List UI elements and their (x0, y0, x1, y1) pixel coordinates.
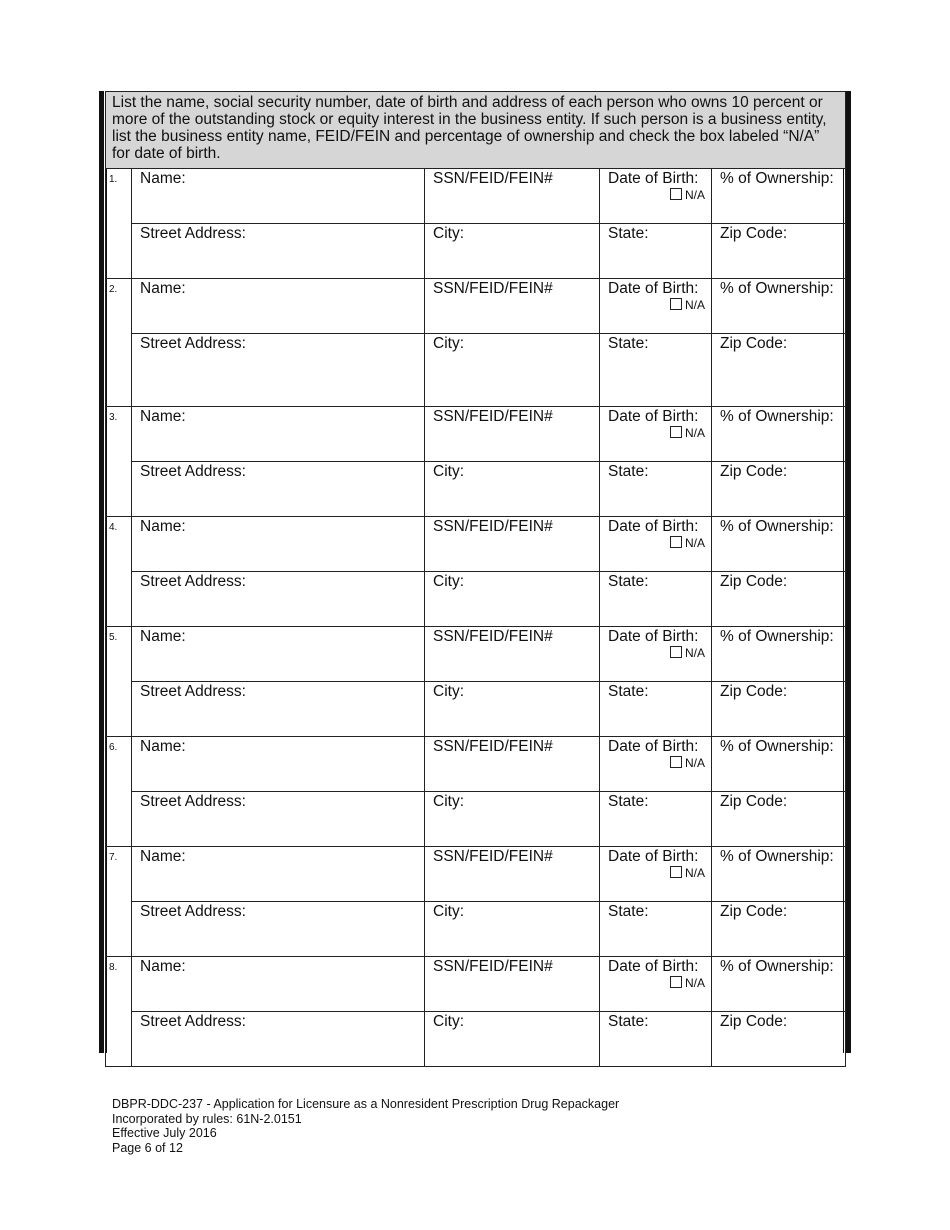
state-label: State: (608, 1013, 649, 1030)
ssn-field[interactable] (425, 407, 600, 462)
ownership-label: % of Ownership: (720, 738, 834, 755)
ownership-field[interactable] (712, 279, 846, 334)
address-row (106, 792, 846, 847)
ownership-field[interactable] (712, 627, 846, 682)
owner-row (106, 407, 846, 462)
dob-field[interactable] (600, 517, 712, 572)
name-field[interactable] (132, 737, 425, 792)
address-row (106, 1012, 846, 1067)
state-field[interactable] (600, 682, 712, 737)
state-field[interactable] (600, 572, 712, 627)
na-label: N/A (684, 298, 705, 312)
entry-number: 8. (106, 957, 132, 1067)
name-field[interactable] (132, 517, 425, 572)
na-label: N/A (684, 866, 705, 880)
dob-label: Date of Birth: (608, 408, 699, 425)
state-label: State: (608, 683, 649, 700)
street-field[interactable] (132, 902, 425, 957)
owner-row (106, 737, 846, 792)
street-label: Street Address: (140, 335, 246, 352)
zip-label: Zip Code: (720, 903, 788, 920)
na-label: N/A (684, 426, 705, 440)
na-checkbox[interactable] (670, 646, 682, 658)
na-checkbox[interactable] (670, 976, 682, 988)
dob-field[interactable] (600, 407, 712, 462)
city-field[interactable] (425, 462, 600, 517)
dob-field[interactable] (600, 279, 712, 334)
dob-field[interactable] (600, 169, 712, 224)
page-number: Page 6 of 12 (112, 1140, 183, 1155)
name-label: Name: (140, 738, 186, 755)
page-footer (112, 1097, 619, 1155)
na-label: N/A (684, 756, 705, 770)
state-label: State: (608, 793, 649, 810)
ssn-field[interactable] (425, 169, 600, 224)
ownership-label: % of Ownership: (720, 280, 834, 297)
address-row (106, 902, 846, 957)
na-checkbox[interactable] (670, 426, 682, 438)
ssn-label: SSN/FEID/FEIN# (433, 280, 553, 297)
state-label: State: (608, 225, 649, 242)
city-label: City: (433, 683, 464, 700)
entry-number: 1. (106, 169, 132, 279)
zip-field[interactable] (712, 462, 846, 517)
owner-row (106, 279, 846, 334)
ssn-field[interactable] (425, 627, 600, 682)
na-checkbox[interactable] (670, 536, 682, 548)
city-field[interactable] (425, 334, 600, 407)
dob-field[interactable] (600, 627, 712, 682)
city-label: City: (433, 335, 464, 352)
state-field[interactable] (600, 334, 712, 407)
city-label: City: (433, 573, 464, 590)
zip-field[interactable] (712, 792, 846, 847)
name-label: Name: (140, 958, 186, 975)
street-field[interactable] (132, 334, 425, 407)
entry-number: 5. (106, 627, 132, 737)
ownership-field[interactable] (712, 737, 846, 792)
ownership-field[interactable] (712, 847, 846, 902)
zip-label: Zip Code: (720, 335, 788, 352)
state-label: State: (608, 573, 649, 590)
city-label: City: (433, 463, 464, 480)
owner-row (106, 957, 846, 1012)
street-label: Street Address: (140, 793, 246, 810)
ownership-field[interactable] (712, 957, 846, 1012)
state-field[interactable] (600, 224, 712, 279)
street-label: Street Address: (140, 683, 246, 700)
entry-number: 3. (106, 407, 132, 517)
dob-field[interactable] (600, 957, 712, 1012)
entry-number: 6. (106, 737, 132, 847)
owner-row (106, 517, 846, 572)
ownership-label: % of Ownership: (720, 170, 834, 187)
name-field[interactable] (132, 627, 425, 682)
ownership-field[interactable] (712, 407, 846, 462)
street-label: Street Address: (140, 225, 246, 242)
ownership-label: % of Ownership: (720, 958, 834, 975)
address-row (106, 572, 846, 627)
dob-label: Date of Birth: (608, 738, 699, 755)
na-label: N/A (684, 188, 705, 202)
ssn-field[interactable] (425, 957, 600, 1012)
street-label: Street Address: (140, 903, 246, 920)
zip-label: Zip Code: (720, 463, 788, 480)
address-row (106, 682, 846, 737)
dob-label: Date of Birth: (608, 280, 699, 297)
zip-field[interactable] (712, 682, 846, 737)
address-row (106, 334, 846, 407)
name-field[interactable] (132, 169, 425, 224)
ownership-field[interactable] (712, 517, 846, 572)
zip-label: Zip Code: (720, 573, 788, 590)
effective-date: Effective July 2016 (112, 1126, 217, 1140)
ssn-field[interactable] (425, 279, 600, 334)
rules-text: Incorporated by rules: 61N-2.0151 (112, 1111, 302, 1126)
owner-row (106, 169, 846, 224)
zip-field[interactable] (712, 334, 846, 407)
owner-row (106, 847, 846, 902)
street-label: Street Address: (140, 1013, 246, 1030)
ssn-label: SSN/FEID/FEIN# (433, 170, 553, 187)
street-field[interactable] (132, 572, 425, 627)
state-label: State: (608, 335, 649, 352)
name-field[interactable] (132, 847, 425, 902)
street-field[interactable] (132, 792, 425, 847)
ssn-field[interactable] (425, 517, 600, 572)
ssn-label: SSN/FEID/FEIN# (433, 408, 553, 425)
name-label: Name: (140, 170, 186, 187)
entry-number: 2. (106, 279, 132, 407)
name-field[interactable] (132, 957, 425, 1012)
state-field[interactable] (600, 902, 712, 957)
zip-field[interactable] (712, 572, 846, 627)
city-field[interactable] (425, 682, 600, 737)
instructions-text: List the name, social security number, date of birth and address of each person who owns 10 percent or more of the outstanding stock or equity interest in the business entity. If such person is a business entity, list the business entity name, FEID/FEIN and percentage of ownership and check the box labeled “N/A” for date of birth. (106, 92, 846, 169)
na-checkbox[interactable] (670, 188, 682, 200)
name-field[interactable] (132, 279, 425, 334)
street-field[interactable] (132, 1012, 425, 1067)
zip-label: Zip Code: (720, 683, 788, 700)
street-field[interactable] (132, 224, 425, 279)
zip-field[interactable] (712, 902, 846, 957)
city-field[interactable] (425, 792, 600, 847)
state-field[interactable] (600, 462, 712, 517)
dob-label: Date of Birth: (608, 958, 699, 975)
street-label: Street Address: (140, 573, 246, 590)
entry-number: 4. (106, 517, 132, 627)
ownership-label: % of Ownership: (720, 848, 834, 865)
ssn-label: SSN/FEID/FEIN# (433, 518, 553, 535)
ssn-label: SSN/FEID/FEIN# (433, 848, 553, 865)
zip-field[interactable] (712, 224, 846, 279)
dob-field[interactable] (600, 737, 712, 792)
zip-label: Zip Code: (720, 225, 788, 242)
na-checkbox[interactable] (670, 298, 682, 310)
dob-label: Date of Birth: (608, 170, 699, 187)
ownership-label: % of Ownership: (720, 408, 834, 425)
city-label: City: (433, 225, 464, 242)
city-label: City: (433, 903, 464, 920)
ownership-table (105, 91, 846, 1067)
ssn-label: SSN/FEID/FEIN# (433, 628, 553, 645)
city-label: City: (433, 1013, 464, 1030)
ownership-label: % of Ownership: (720, 628, 834, 645)
street-label: Street Address: (140, 463, 246, 480)
na-checkbox[interactable] (670, 866, 682, 878)
ssn-label: SSN/FEID/FEIN# (433, 958, 553, 975)
owner-row (106, 627, 846, 682)
form-title: DBPR-DDC-237 - Application for Licensure as a Nonresident Prescription Drug Repackager (112, 1097, 620, 1111)
street-field[interactable] (132, 682, 425, 737)
address-row (106, 462, 846, 517)
name-label: Name: (140, 408, 186, 425)
name-label: Name: (140, 848, 186, 865)
zip-label: Zip Code: (720, 1013, 788, 1030)
ownership-label: % of Ownership: (720, 518, 834, 535)
na-label: N/A (684, 976, 705, 990)
city-label: City: (433, 793, 464, 810)
zip-label: Zip Code: (720, 793, 788, 810)
city-field[interactable] (425, 572, 600, 627)
dob-label: Date of Birth: (608, 518, 699, 535)
name-label: Name: (140, 628, 186, 645)
zip-field[interactable] (712, 1012, 846, 1067)
name-field[interactable] (132, 407, 425, 462)
name-label: Name: (140, 518, 186, 535)
ownership-field[interactable] (712, 169, 846, 224)
dob-label: Date of Birth: (608, 628, 699, 645)
dob-label: Date of Birth: (608, 848, 699, 865)
city-field[interactable] (425, 902, 600, 957)
state-field[interactable] (600, 1012, 712, 1067)
address-row (106, 224, 846, 279)
street-field[interactable] (132, 462, 425, 517)
state-field[interactable] (600, 792, 712, 847)
na-checkbox[interactable] (670, 756, 682, 768)
entry-number: 7. (106, 847, 132, 957)
state-label: State: (608, 903, 649, 920)
city-field[interactable] (425, 1012, 600, 1067)
ssn-label: SSN/FEID/FEIN# (433, 738, 553, 755)
na-label: N/A (684, 536, 705, 550)
city-field[interactable] (425, 224, 600, 279)
name-label: Name: (140, 280, 186, 297)
na-label: N/A (684, 646, 705, 660)
ssn-field[interactable] (425, 847, 600, 902)
ssn-field[interactable] (425, 737, 600, 792)
dob-field[interactable] (600, 847, 712, 902)
state-label: State: (608, 463, 649, 480)
